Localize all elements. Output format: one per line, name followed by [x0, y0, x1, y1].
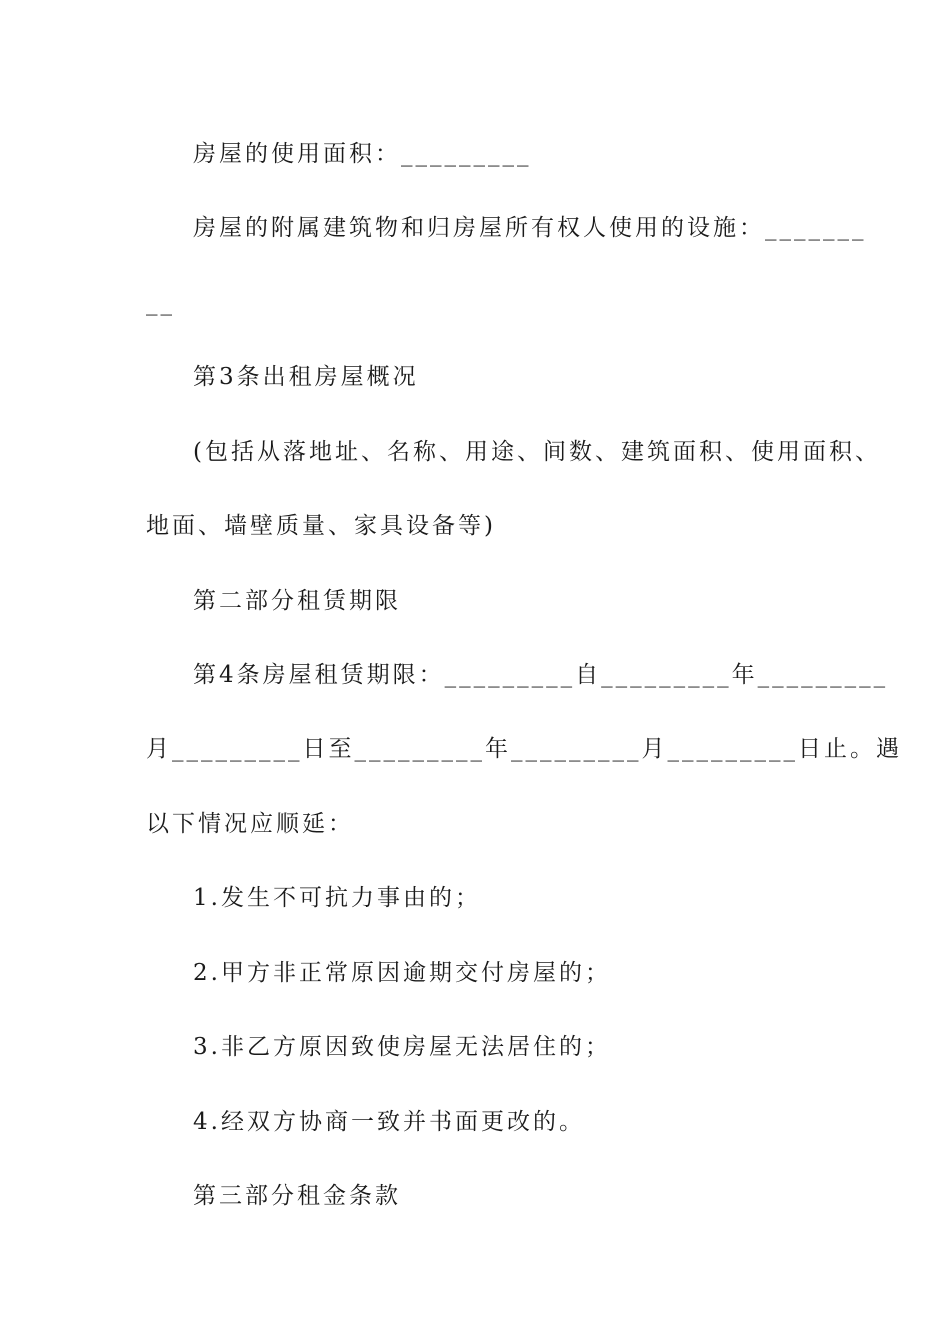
condition-item-4: 4.经双方协商一致并书面更改的。 [193, 1109, 585, 1135]
condition-item-1: 1.发生不可抗力事由的； [193, 885, 481, 911]
ancillary-facilities-continuation: __ [146, 290, 175, 316]
usable-area-line: 房屋的使用面积：_________ [193, 141, 532, 167]
part-3-heading: 第三部分租金条款 [193, 1183, 401, 1209]
article-4-term-continuation: 月_________日至_________年_________月_________日止。遇 [146, 736, 902, 762]
article-3-description-continuation: 地面、墙壁质量、家具设备等) [146, 513, 496, 539]
article-3-heading: 第3条出租房屋概况 [193, 364, 419, 390]
condition-item-3: 3.非乙方原因致使房屋无法居住的； [193, 1034, 611, 1060]
article-4-term-line: 第4条房屋租赁期限：_________自_________年_________ [193, 662, 889, 688]
part-2-heading: 第二部分租赁期限 [193, 588, 401, 614]
article-3-description: (包括从落地址、名称、用途、间数、建筑面积、使用面积、 [193, 439, 881, 465]
condition-item-2: 2.甲方非正常原因逾期交付房屋的； [193, 960, 611, 986]
extension-conditions-intro: 以下情况应顺延： [146, 811, 354, 837]
ancillary-facilities-line: 房屋的附属建筑物和归房屋所有权人使用的设施：_______ [193, 215, 867, 241]
